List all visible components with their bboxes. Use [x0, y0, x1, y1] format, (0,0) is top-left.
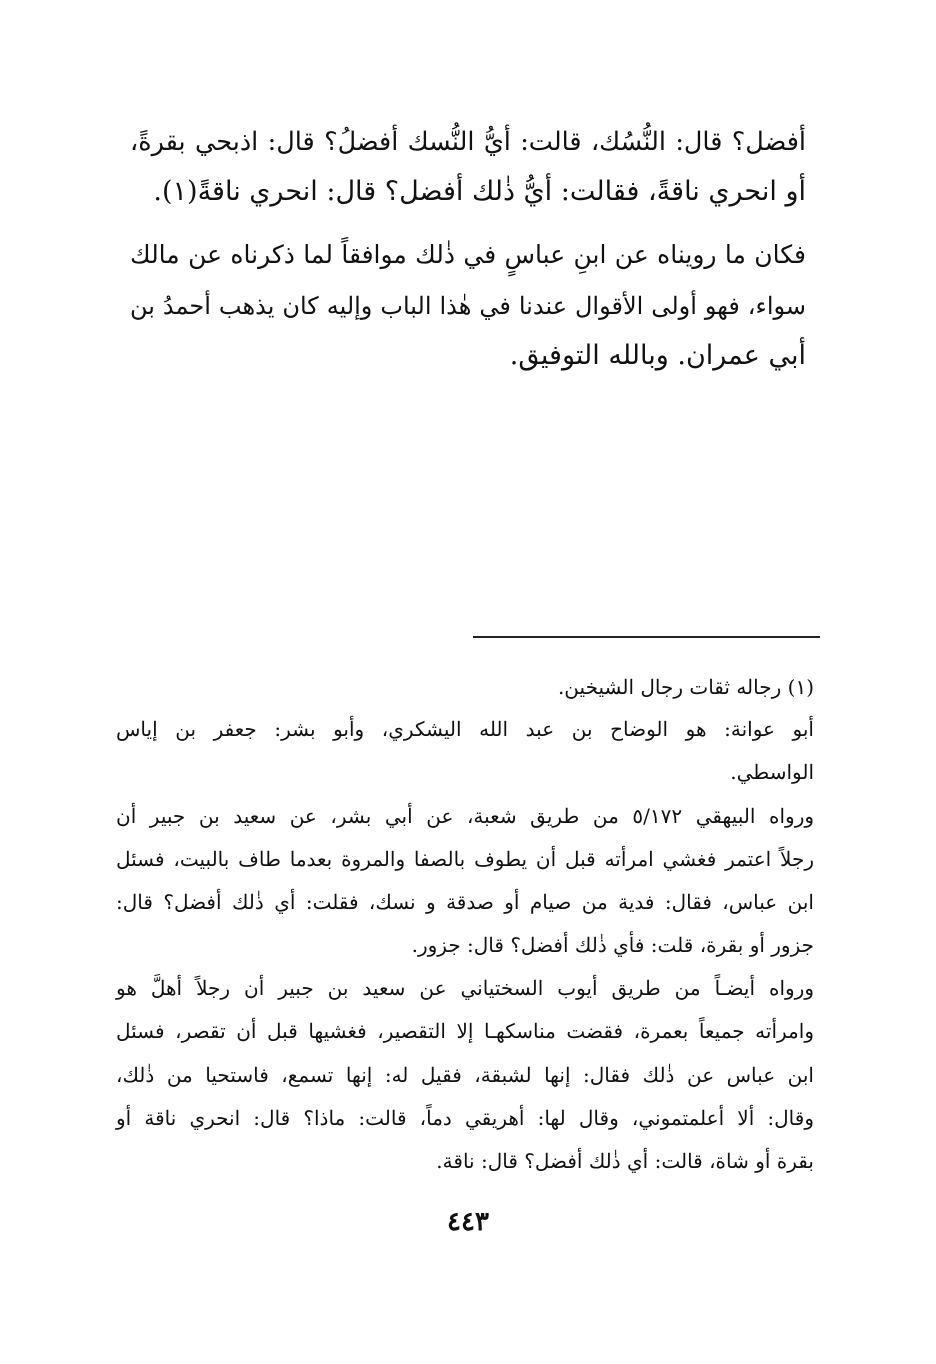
page-number: ٤٤٣ — [447, 1207, 489, 1237]
footnote-line-11: وقال: ألا أعلمتموني، وقال لها: أهريقي دماً، قالت: ماذا؟ قال: انحري ناقة أو — [116, 1106, 814, 1130]
footnote-line-6: ابن عباس، فقال: فدية من صيام أو صدقة و نسك، فقلت: أي ذٰلك أفضل؟ قال: — [116, 890, 814, 914]
main-text-line-5: أبي عمران. وبالله التوفيق. — [509, 340, 806, 371]
footnote-divider — [473, 636, 820, 638]
main-text-line-3: فكان ما رويناه عن ابنِ عباسٍ في ذٰلك موافقاً لما ذكرناه عن مالك — [130, 240, 806, 269]
footnote-line-8: ورواه أيضـاً من طريق أيوب السختياني عن سعيد بن جبير أن رجلاً أهلَّ هو — [116, 976, 814, 1000]
footnote-line-9: وامرأته جميعاً بعمرة، فقضت مناسكهـا إلا التقصير، فغشيها قبل أن تقصر، فسئل — [116, 1019, 814, 1043]
footnote-line-4: ورواه البيهقي ٥/١٧٢ من طريق شعبة، عن أبي بشر، عن سعيد بن جبير أن — [116, 804, 815, 828]
footnote-line-3: الواسطي. — [730, 760, 814, 784]
footnote-line-10: ابن عباس عن ذٰلك فقال: إنها لشبقة، فقيل له: إنها تسمع، فاستحيا من ذٰلك، — [116, 1063, 814, 1087]
footnote-line-7: جزور أو بقرة، قلت: فأي ذٰلك أفضل؟ قال: جزور. — [411, 933, 814, 957]
footnote-line-2: أبو عوانة: هو الوضاح بن عبد الله اليشكري، وأبو بشر: جعفر بن إياس — [116, 717, 814, 741]
footnote-line-5: رجلاً اعتمر فغشي امرأته قبل أن يطوف بالصفا والمروة بعدما طاف بالبيت، فسئل — [116, 847, 814, 871]
footnote-line-12: بقرة أو شاة، قالت: أي ذٰلك أفضل؟ قال: ناقة. — [436, 1149, 814, 1173]
footnote-line-1: (١) رجاله ثقات رجال الشيخين. — [557, 675, 814, 699]
main-text-line-2: أو انحري ناقةً، فقالت: أيُّ ذٰلك أفضل؟ قال: انحري ناقةً(١). — [153, 176, 806, 207]
main-text-line-4: سواء، فهو أولى الأقوال عندنا في هٰذا الباب وإليه كان يذهب أحمدُ بن — [130, 292, 806, 320]
main-text-line-1: أفضل؟ قال: النُّسُك، قالت: أيُّ النُّسك أفضلُ؟ قال: اذبحي بقرةً، — [130, 127, 806, 157]
